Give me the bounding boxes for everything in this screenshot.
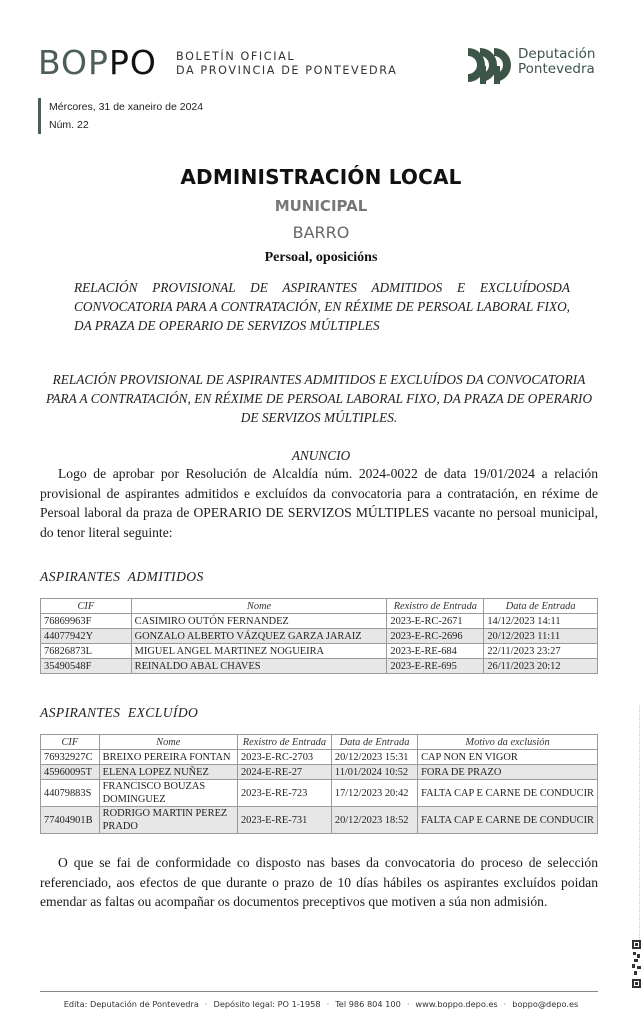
body-title: RELACIÓN PROVISIONAL DE ASPIRANTES ADMITIDOS E EXCLUÍDOS DA CONVOCATORIA PARA A CONTRATACIÓN, EN RÉXIME DE PERSOAL LABORAL FIXO, DA PRAZA DE OPERARIO DE SERVIZOS MÚLTIPLES. (45, 372, 593, 425)
footer-legal-deposit: Depósito legal: PO 1-1958 (213, 999, 321, 1009)
cell-nome: ELENA LOPEZ NUÑEZ (99, 765, 237, 780)
municipality-title: BARRO (292, 223, 350, 242)
table-row (41, 807, 598, 834)
subtitle-line-2: DA PROVINCIA DE PONTEVEDRA (176, 64, 398, 77)
footer-separator: · (406, 999, 410, 1009)
cell-nome: REINALDO ABAL CHAVES (131, 659, 387, 674)
margin-verification-line (639, 705, 640, 940)
footer-separator: · (503, 999, 507, 1009)
cell-motivo: FALTA CAP E CARNE DE CONDUCIR (418, 780, 598, 807)
col-header-rexistro: Rexistro de Entrada (387, 599, 484, 614)
summary-title: RELACIÓN PROVISIONAL DE ASPIRANTES ADMITIDOS E EXCLUÍDOSDA CONVOCATORIA PARA A CONTRATACIÓN, EN RÉXIME DE PERSOAL LABORAL FIXO, DA PRAZA DE OPERARIO DE SERVIZOS MÚLTIPLES (74, 280, 570, 333)
cell-nome: CASIMIRO OUTÓN FERNANDEZ (131, 614, 387, 629)
cell-data: 26/11/2023 20:12 (484, 659, 598, 674)
cell-data: 20/12/2023 18:52 (331, 807, 417, 834)
footer-website-link[interactable]: www.boppo.depo.es (415, 999, 498, 1009)
cell-cif: 76869963F (41, 614, 132, 629)
cell-nome: GONZALO ALBERTO VÁZQUEZ GARZA JARAIZ (131, 629, 387, 644)
table-header-row (41, 599, 598, 614)
cell-cif: 44079883S (41, 780, 100, 807)
boppo-logo (38, 44, 157, 82)
cell-rexistro: 2023-E-RE-731 (237, 807, 331, 834)
cell-cif: 77404901B (41, 807, 100, 834)
cell-cif: 76932927C (41, 750, 100, 765)
table-header-row (41, 735, 598, 750)
deputacion-name (518, 47, 595, 77)
issue-info (38, 98, 203, 134)
table-row (41, 750, 598, 765)
cell-cif: 35490548F (41, 659, 132, 674)
table-row (41, 629, 598, 644)
table-row (41, 614, 598, 629)
table-row (41, 659, 598, 674)
cell-motivo: CAP NON EN VIGOR (418, 750, 598, 765)
table-row (41, 644, 598, 659)
deputacion-line-1: Deputación (518, 46, 596, 62)
excluded-table (40, 734, 598, 834)
anuncio-heading: ANUNCIO (291, 448, 351, 463)
logo-text-black: PO (108, 43, 157, 82)
qr-code-icon (632, 940, 641, 988)
cell-data: 17/12/2023 20:42 (331, 780, 417, 807)
cell-rexistro: 2023-E-RC-2671 (387, 614, 484, 629)
table-row (41, 765, 598, 780)
cell-nome: FRANCISCO BOUZAS DOMINGUEZ (99, 780, 237, 807)
cell-data: 20/12/2023 15:31 (331, 750, 417, 765)
col-header-cif: CIF (41, 735, 100, 750)
cell-nome: BREIXO PEREIRA FONTAN (99, 750, 237, 765)
cell-rexistro: 2023-E-RC-2703 (237, 750, 331, 765)
cell-motivo: FORA DE PRAZO (418, 765, 598, 780)
subsection-title: MUNICIPAL (274, 197, 368, 215)
col-header-nome: Nome (99, 735, 237, 750)
cell-data: 11/01/2024 10:52 (331, 765, 417, 780)
footer-separator: · (326, 999, 330, 1009)
col-header-cif: CIF (41, 599, 132, 614)
col-header-data: Data de Entrada (331, 735, 417, 750)
cell-cif: 44077942Y (41, 629, 132, 644)
cell-rexistro: 2024-E-RE-27 (237, 765, 331, 780)
cell-rexistro: 2023-E-RE-695 (387, 659, 484, 674)
topic-title: Persoal, oposicións (264, 250, 378, 265)
col-header-nome: Nome (131, 599, 387, 614)
issue-date: Mércores, 31 de xaneiro de 2024 (49, 101, 204, 113)
footer-separator: · (204, 999, 208, 1009)
cell-data: 22/11/2023 23:27 (484, 644, 598, 659)
cell-motivo: FALTA CAP E CARNE DE CONDUCIR (418, 807, 598, 834)
cell-data: 14/12/2023 14:11 (484, 614, 598, 629)
footer-email-link[interactable]: boppo@depo.es (512, 999, 579, 1009)
deputacion-line-2: Pontevedra (518, 61, 595, 77)
closing-paragraph: O que se fai de conformidade co disposto nas bases da convocatoria do proceso de selección referenciado, aos efectos de que durante o prazo de 10 días hábiles os aspirantes excluídos poidan emendar as faltas ou acompañar os documentos preceptivos que motiven a súa non admisión. (40, 855, 598, 909)
bulletin-subtitle (176, 50, 397, 78)
cell-rexistro: 2023-E-RE-684 (387, 644, 484, 659)
cell-nome: MIGUEL ANGEL MARTINEZ NOGUEIRA (131, 644, 387, 659)
cell-cif: 45960095T (41, 765, 100, 780)
cell-data: 20/12/2023 11:11 (484, 629, 598, 644)
cell-rexistro: 2023-E-RE-723 (237, 780, 331, 807)
intro-paragraph: Logo de aprobar por Resolución de Alcaldía núm. 2024-0022 de data 19/01/2024 a relación provisional de aspirantes admitidos e excluídos da convocatoria para a contratación, en réxime de Persoal laboral da praza de OPERARIO DE SERVIZOS MÚLTIPLES vacante no persoal municipal, do tenor literal seguinte: (40, 466, 598, 540)
section-title: ADMINISTRACIÓN LOCAL (180, 165, 462, 189)
cell-nome: RODRIGO MARTIN PEREZ PRADO (99, 807, 237, 834)
col-header-motivo: Motivo da exclusión (418, 735, 598, 750)
issue-number: Núm. 22 (49, 119, 89, 131)
table-row (41, 780, 598, 807)
footer-divider (40, 991, 598, 992)
cell-cif: 76826873L (41, 644, 132, 659)
excluded-heading: ASPIRANTES EXCLUÍDO (40, 705, 199, 720)
logo-text-gray: BOP (38, 43, 109, 82)
admitted-heading: ASPIRANTES ADMITIDOS (40, 569, 204, 584)
deputacion-logo-icon (466, 44, 516, 86)
subtitle-line-1: BOLETÍN OFICIAL (176, 50, 296, 63)
footer-phone: Tel 986 804 100 (335, 999, 401, 1009)
footer-publisher: Edita: Deputación de Pontevedra (63, 999, 199, 1009)
cell-rexistro: 2023-E-RC-2696 (387, 629, 484, 644)
footer (0, 999, 642, 1009)
col-header-data: Data de Entrada (484, 599, 598, 614)
admitted-table (40, 598, 598, 674)
col-header-rexistro: Rexistro de Entrada (237, 735, 331, 750)
